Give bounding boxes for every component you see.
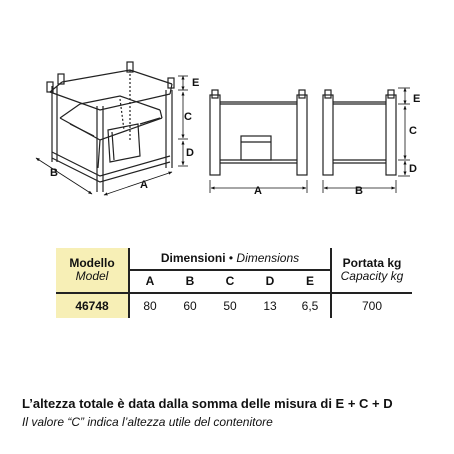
model-header-it: Modello <box>69 256 115 270</box>
column-b: B <box>170 270 210 293</box>
value-c: 50 <box>210 293 250 318</box>
side-view-drawing <box>323 90 396 175</box>
side-label-c: C <box>409 125 417 137</box>
iso-label-b: B <box>50 167 58 179</box>
dimensions-separator: • <box>225 251 237 266</box>
column-c: C <box>210 270 250 293</box>
capacity-header <box>331 248 412 293</box>
model-header <box>56 248 129 293</box>
table-header-row <box>56 248 412 270</box>
iso-label-e: E <box>192 77 200 89</box>
value-e: 6,5 <box>290 293 331 318</box>
column-e: E <box>290 270 331 293</box>
useful-height-note: Il valore “C” indica l’altezza utile del contenitore <box>22 415 273 429</box>
column-a: A <box>129 270 170 293</box>
capacity-header-it: Portata kg <box>342 256 402 270</box>
technical-drawings <box>0 0 454 215</box>
column-d: D <box>250 270 290 293</box>
capacity-header-en: Capacity kg <box>340 269 404 283</box>
model-number: 46748 <box>56 293 129 318</box>
front-label-a: A <box>254 185 262 197</box>
iso-label-a: A <box>140 179 148 191</box>
front-view-drawing <box>210 90 307 175</box>
capacity-value: 700 <box>331 293 412 318</box>
dimensions-header-en: Dimensions <box>236 251 300 266</box>
value-d: 13 <box>250 293 290 318</box>
side-label-d: D <box>409 163 417 175</box>
iso-label-c: C <box>184 111 192 123</box>
total-height-note: L’altezza totale è data dalla somma delle misura di E + C + D <box>22 396 393 411</box>
isometric-container-drawing <box>47 62 174 192</box>
model-header-en: Model <box>75 269 109 283</box>
table-row <box>56 293 412 318</box>
value-b: 60 <box>170 293 210 318</box>
value-a: 80 <box>129 293 170 318</box>
side-label-b: B <box>355 185 363 197</box>
iso-label-d: D <box>186 147 194 159</box>
spec-table <box>56 248 412 318</box>
side-label-e: E <box>413 93 421 105</box>
dimensions-header-it: Dimensioni <box>160 251 226 266</box>
dimensions-header <box>129 248 331 270</box>
